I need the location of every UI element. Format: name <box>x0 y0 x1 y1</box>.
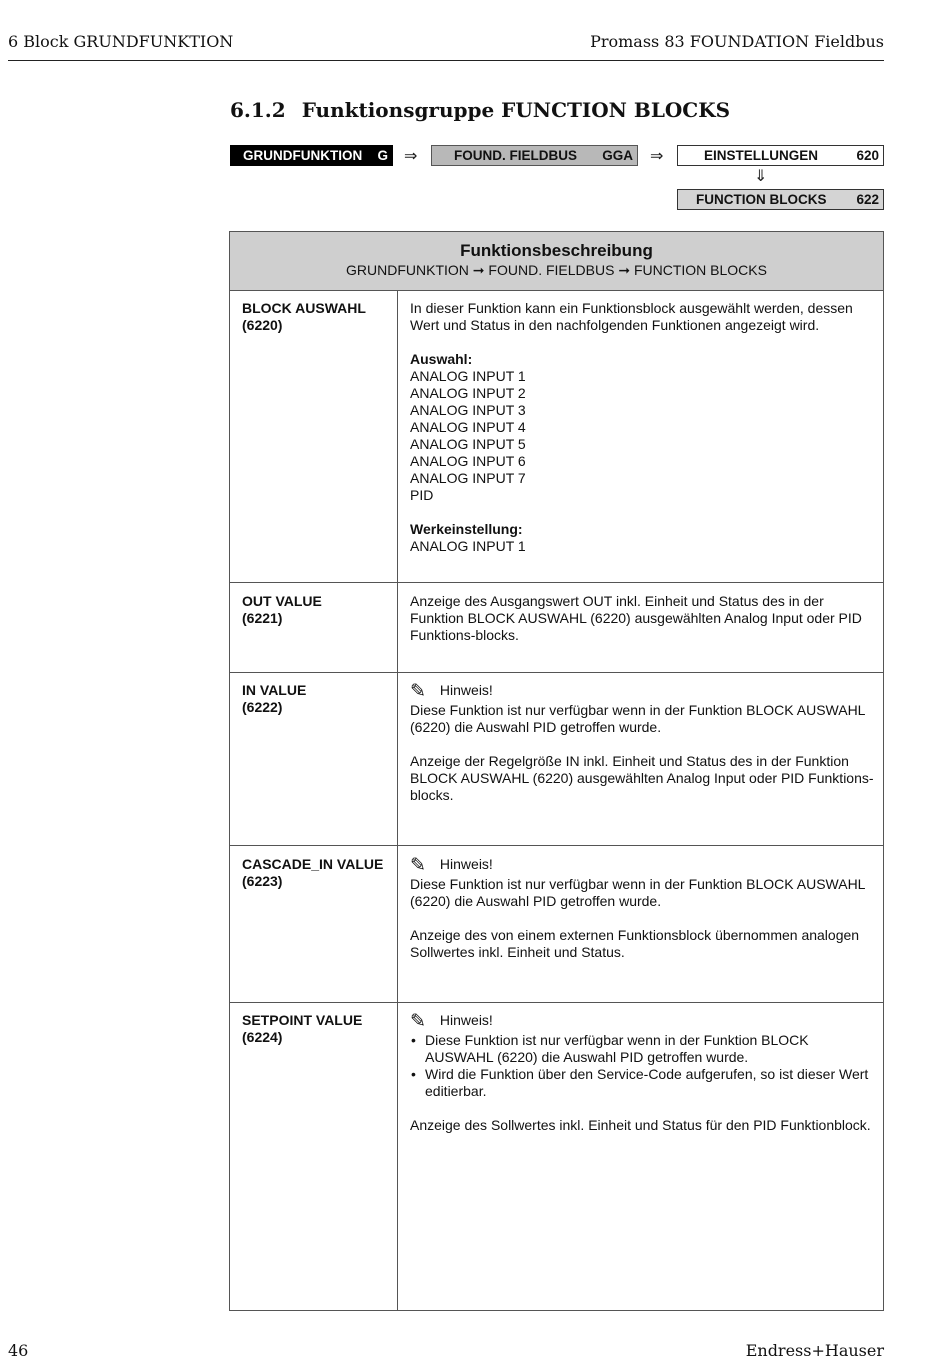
column-divider <box>397 290 398 1310</box>
function-description-in-value <box>410 682 876 804</box>
nav-code: 620 <box>856 148 879 163</box>
function-description-table <box>229 231 884 1311</box>
function-code: (6224) <box>242 1029 283 1045</box>
function-name-out-value <box>242 593 322 627</box>
nav-label: EINSTELLUNGEN <box>704 148 819 163</box>
function-code: (6223) <box>242 873 283 889</box>
description-text: Anzeige des Ausgangswert OUT inkl. Einheit und Status des in der Funktion BLOCK AUSWAHL (6220) ausgewählten Analog Input oder PID Funktions-blocks. <box>410 593 862 643</box>
function-name: BLOCK AUSWAHL <box>242 300 366 316</box>
function-description-cascade-in-value <box>410 856 876 961</box>
default-label: Werkeinstellung: <box>410 521 523 537</box>
option-item: ANALOG INPUT 1 <box>410 368 526 384</box>
function-name: OUT VALUE <box>242 593 322 609</box>
function-code: (6220) <box>242 317 283 333</box>
chapter-title: 6 Block GRUNDFUNKTION <box>8 32 234 51</box>
description-text: Anzeige des von einem externen Funktionsblock übernommen analogen Sollwertes inkl. Einheit und Status. <box>410 927 860 960</box>
description-text: Anzeige der Regelgröße IN inkl. Einheit und Status des in der Funktion BLOCK AUSWAHL (6220) ausgewählten Analog Input oder PID Funktions-blocks. <box>410 753 874 803</box>
arrow-right-icon: ⇒ <box>650 148 664 165</box>
option-item: ANALOG INPUT 3 <box>410 402 526 418</box>
table-title: Funktionsbeschreibung <box>460 241 653 260</box>
function-code: (6222) <box>242 699 283 715</box>
function-name-setpoint-value <box>242 1012 362 1046</box>
function-code: (6221) <box>242 610 283 626</box>
hint-text: Diese Funktion ist nur verfügbar wenn in der Funktion BLOCK AUSWAHL (6220) die Auswahl PID getroffen wurde. <box>410 702 865 735</box>
hint-bullet: • Wird die Funktion über den Service-Code aufgerufen, so ist dieser Wert editierbar. <box>410 1066 876 1100</box>
function-name: SETPOINT VALUE <box>242 1012 363 1028</box>
pencil-icon: ✎ <box>410 681 426 702</box>
pencil-icon: ✎ <box>410 1011 426 1032</box>
hint-bullet: • Diese Funktion ist nur verfügbar wenn in der Funktion BLOCK AUSWAHL (6220) die Auswahl PID getroffen wurde. <box>410 1032 876 1066</box>
table-header <box>230 232 883 291</box>
nav-code: G <box>377 148 388 163</box>
hint-label: Hinweis! <box>439 1012 493 1028</box>
table-path: GRUNDFUNKTION ➞ FOUND. FIELDBUS ➞ FUNCTION BLOCKS <box>346 262 767 278</box>
description-text: In dieser Funktion kann ein Funktionsblock ausgewählt werden, dessen Wert und Status in den nachfolgenden Funktionen angezeigt wird. <box>410 300 853 333</box>
function-name-cascade-in-value <box>242 856 383 890</box>
nav-box-found-fieldbus <box>431 145 638 166</box>
function-description-setpoint-value <box>410 1012 876 1134</box>
function-description-block-auswahl <box>410 300 876 555</box>
default-value: ANALOG INPUT 1 <box>410 538 526 554</box>
options-label: Auswahl: <box>410 351 473 367</box>
row-divider <box>230 582 883 583</box>
nav-code: 622 <box>856 192 879 207</box>
function-name: CASCADE_IN VALUE <box>242 856 384 872</box>
function-description-out-value <box>410 593 876 644</box>
hint-block <box>410 682 876 702</box>
row-divider <box>230 845 883 846</box>
arrow-right-icon: ⇒ <box>404 148 418 165</box>
option-item: PID <box>410 487 434 503</box>
page-number: 46 <box>8 1341 29 1360</box>
page-header <box>8 30 884 61</box>
nav-label: GRUNDFUNKTION <box>243 148 363 163</box>
hint-block <box>410 1012 876 1032</box>
nav-box-function-blocks <box>677 189 884 210</box>
option-item: ANALOG INPUT 7 <box>410 470 526 486</box>
hint-bullet-list <box>410 1032 876 1100</box>
row-divider <box>230 672 883 673</box>
nav-box-grundfunktion <box>230 145 393 166</box>
nav-label: FOUND. FIELDBUS <box>454 148 577 163</box>
option-item: ANALOG INPUT 4 <box>410 419 526 435</box>
row-divider <box>230 1002 883 1003</box>
option-item: ANALOG INPUT 5 <box>410 436 526 452</box>
option-item: ANALOG INPUT 2 <box>410 385 526 401</box>
description-text: Anzeige des Sollwertes inkl. Einheit und Status für den PID Funktionblock. <box>410 1117 871 1133</box>
function-name-block-auswahl <box>242 300 366 334</box>
brand-logo: Endress+Hauser <box>745 1341 884 1360</box>
arrow-down-icon: ⇓ <box>754 168 768 185</box>
product-title: Promass 83 FOUNDATION Fieldbus <box>590 32 884 51</box>
section-number: 6.1.2 <box>230 98 286 122</box>
hint-text: Diese Funktion ist nur verfügbar wenn in der Funktion BLOCK AUSWAHL (6220) die Auswahl PID getroffen wurde. <box>410 876 865 909</box>
hint-label: Hinweis! <box>439 682 493 698</box>
nav-box-einstellungen <box>677 145 884 166</box>
function-name-in-value <box>242 682 306 716</box>
pencil-icon: ✎ <box>410 855 426 876</box>
section-heading <box>230 98 730 122</box>
hint-block <box>410 856 876 876</box>
section-title: Funktionsgruppe FUNCTION BLOCKS <box>301 98 731 122</box>
hint-label: Hinweis! <box>439 856 493 872</box>
nav-label: FUNCTION BLOCKS <box>696 192 827 207</box>
nav-code: GGA <box>602 148 633 163</box>
function-name: IN VALUE <box>242 682 307 698</box>
option-item: ANALOG INPUT 6 <box>410 453 526 469</box>
